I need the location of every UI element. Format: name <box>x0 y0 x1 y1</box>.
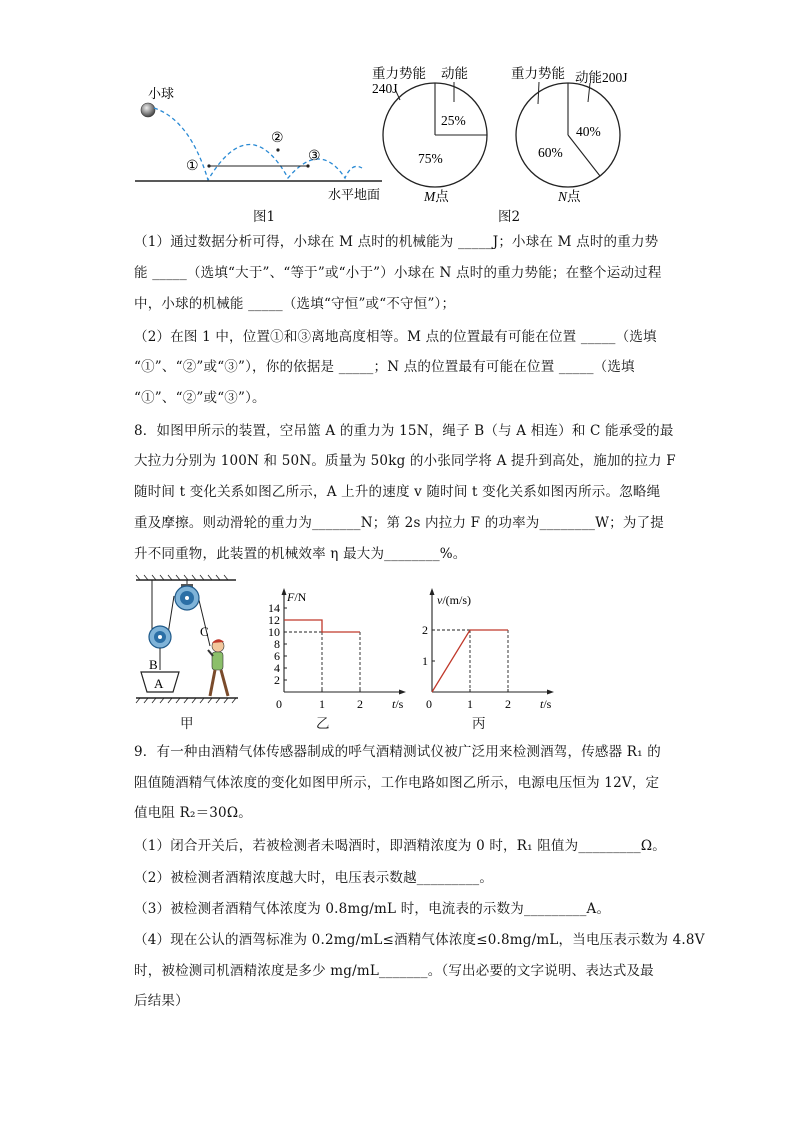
yi-x-label: t/s <box>392 697 404 711</box>
q9-line-1: 9．有一种由酒精气体传感器制成的呼气酒精测试仪被广泛用来检测酒驾，传感器 R₁ 的 <box>134 744 661 760</box>
pie-m-point-label: M点 <box>424 189 449 204</box>
position-dot-1 <box>207 164 210 167</box>
q9-line-6: （3）被检测者酒精气体浓度为 0.8mg/mL 时，电流表的示数为_________A。 <box>134 901 611 917</box>
figure-jia-pulley <box>132 574 242 709</box>
bing-ytick-label-1: 1 <box>422 654 428 668</box>
q9-line-5: （2）被检测者酒精浓度越大时，电压表示数越_________。 <box>134 870 494 886</box>
q9-line-4: （1）闭合开关后，若被检测者未喝酒时，即酒精浓度为 0 时，R₁ 阻值为_________Ω。 <box>134 838 666 854</box>
ceiling-hatch <box>136 575 228 580</box>
floor-hatch <box>136 698 236 703</box>
yi-ytick-label-10: 10 <box>268 625 280 639</box>
pie-n-pe-percent: 60% <box>538 145 563 160</box>
yi-series-line <box>284 620 360 632</box>
person-pulling <box>208 639 228 696</box>
figure-1-ball-trajectory <box>130 80 390 205</box>
pie-m-pe-label: 重力势能 <box>372 66 426 81</box>
q8-line-3: 随时间 t 变化关系如图乙所示，A 上升的速度 v 随时间 t 变化关系如图丙所示。忽略绳 <box>134 484 661 500</box>
yi-origin: 0 <box>276 697 282 711</box>
bing-ytick-label-2: 2 <box>422 623 428 637</box>
bing-x-arrow <box>547 690 554 695</box>
pie-n-pe-label: 重力势能 <box>511 66 565 81</box>
yi-ytick-label-8: 8 <box>274 637 280 651</box>
chart-yi-force-time <box>262 586 412 714</box>
yi-ytick-label-2: 2 <box>274 673 280 687</box>
pie-n-point-label: N点 <box>558 189 581 204</box>
figure-2-caption: 图2 <box>498 209 521 225</box>
q7-line-4: （2）在图 1 中，位置①和③离地高度相等。M 点的位置最有可能在位置 _____（选填 <box>134 329 657 345</box>
figure-2-pie-charts <box>362 60 682 210</box>
q8-line-1: 8．如图甲所示的装置，空吊篮 A 的重力为 15N，绳子 B（与 A 相连）和 C 能承受的最 <box>134 423 674 439</box>
pie-m-ke-percent: 25% <box>441 113 466 128</box>
yi-x-arrow <box>399 690 406 695</box>
pie-m-pe-percent: 75% <box>418 151 443 166</box>
figure-jia-caption: 甲 <box>180 716 194 732</box>
yi-ytick-label-4: 4 <box>274 661 280 675</box>
label-b: B <box>149 657 158 672</box>
pie-m-ke-label: 动能 <box>441 66 468 81</box>
q7-line-1: （1）通过数据分析可得，小球在 M 点时的机械能为 _____J；小球在 M 点时的重力势 <box>134 234 659 250</box>
q8-line-4: 重及摩擦。则动滑轮的重力为_______N；第 2s 内拉力 F 的功率为________W；为了提 <box>134 515 664 531</box>
yi-y-label: F/N <box>287 590 307 604</box>
q7-line-3: 中，小球的机械能 _____（选填“守恒”或“不守恒”）； <box>134 296 456 312</box>
label-c: C <box>200 624 209 639</box>
pie-n-ke-percent: 40% <box>576 124 601 139</box>
q9-line-9: 后结果） <box>134 993 189 1009</box>
bing-xtick-label-1: 1 <box>467 697 473 711</box>
bing-x-label: t/s <box>540 697 552 711</box>
pie-n <box>511 65 628 204</box>
yi-xtick-label-1: 1 <box>319 697 325 711</box>
pie-n-pe-leader <box>538 82 539 104</box>
q9-line-3: 值电阻 R₂＝30Ω。 <box>134 805 252 821</box>
position-dot-2 <box>276 148 279 151</box>
pie-n-ke-leader <box>588 83 590 102</box>
q7-line-6: “①”、“②”或“③”）。 <box>134 390 266 406</box>
bing-xtick-label-2: 2 <box>505 697 511 711</box>
yi-ytick-label-6: 6 <box>274 649 280 663</box>
q9-line-8: 时，被检测司机酒精浓度是多少 mg/mL_______。（写出必要的文字说明、表达式及最 <box>134 963 654 979</box>
bing-y-arrow <box>430 588 435 595</box>
q9-line-7: （4）现在公认的酒驾标准为 0.2mg/mL≤酒精气体浓度≤0.8mg/mL，当电压表示数为 4.8V <box>134 932 705 948</box>
yi-xtick-label-2: 2 <box>357 697 363 711</box>
chart-bing-caption: 丙 <box>472 716 486 732</box>
pie-m-pe-value: 240J <box>372 81 398 96</box>
figure-1-caption: 图1 <box>253 209 276 225</box>
yi-y-arrow <box>282 588 287 595</box>
bing-origin: 0 <box>426 697 432 711</box>
ground-label: 水平地面 <box>328 187 381 202</box>
q9-line-2: 阻值随酒精气体浓度的变化如图甲所示，工作电路如图乙所示，电源电压恒为 12V，定 <box>134 775 660 791</box>
pie-m <box>372 65 487 204</box>
fixed-pulley <box>175 584 199 610</box>
pie-n-divider-diagonal <box>568 135 600 176</box>
ball-label: 小球 <box>148 86 175 101</box>
ball-icon <box>141 103 155 117</box>
chart-yi-caption: 乙 <box>316 716 330 732</box>
chart-bing-velocity-time <box>410 586 560 714</box>
position-mark-1: ① <box>186 159 199 174</box>
position-dot-3 <box>306 164 309 167</box>
position-mark-3: ③ <box>308 149 321 164</box>
position-mark-2: ② <box>271 131 284 146</box>
bing-y-label: v/(m/s) <box>437 593 471 607</box>
q7-line-5: “①”、“②”或“③”），你的依据是 _____；N 点的位置最有可能在位置 _____（选填 <box>134 359 635 375</box>
q8-line-5: 升不同重物，此装置的机械效率 η 最大为________%。 <box>134 546 467 562</box>
q8-line-2: 大拉力分别为 100N 和 50N。质量为 50kg 的小张同学将 A 提升到高处，施加的拉力 F <box>134 453 676 469</box>
pie-n-ke-label: 动能200J <box>575 70 628 85</box>
q7-line-2: 能 _____（选填“大于”、“等于”或“小于”）小球在 N 点时的重力势能；在整个运动过程 <box>134 265 662 281</box>
label-a: A <box>154 676 164 691</box>
yi-ytick-label-12: 12 <box>268 613 280 627</box>
yi-ytick-label-14: 14 <box>268 601 280 615</box>
